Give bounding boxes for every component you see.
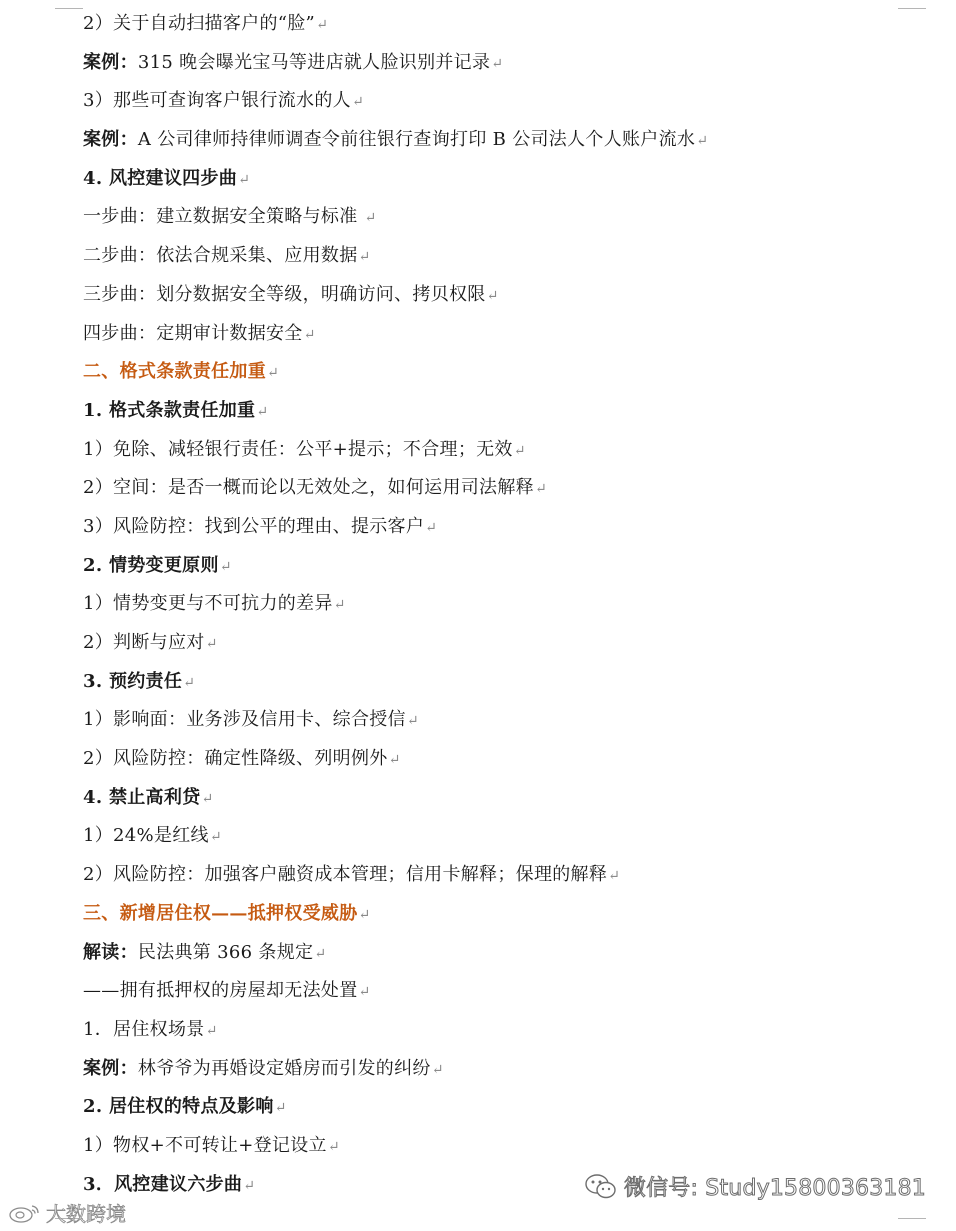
document-body [83, 5, 943, 1204]
paragraph-mark-icon: ↵ [358, 906, 371, 923]
subheading [83, 392, 943, 431]
paragraph-text: ——拥有抵押权的房屋却无法处置 [83, 980, 358, 1002]
paragraph-mark-icon: ↵ [274, 1100, 287, 1117]
paragraph-text: 三、新增居住权——抵押权受威胁 [83, 902, 358, 924]
paragraph [83, 508, 943, 547]
paragraph-text: A 公司律师持律师调查令前往银行查询打印 B 公司法人个人账户流水 [137, 129, 696, 151]
paragraph-mark-icon: ↵ [364, 210, 377, 227]
paragraph [83, 701, 943, 740]
paragraph-mark-icon: ↵ [267, 365, 280, 382]
paragraph-mark-icon: ↵ [238, 171, 251, 188]
paragraph-mark-icon: ↵ [314, 945, 327, 962]
paragraph [83, 431, 943, 470]
section-heading [83, 353, 943, 392]
page-corner-mark [898, 1218, 926, 1229]
paragraph [83, 315, 943, 354]
page-corner-mark [55, 0, 83, 9]
paragraph [83, 1011, 943, 1050]
subheading [83, 547, 943, 586]
weibo-icon [8, 1202, 42, 1224]
paragraph [83, 82, 943, 121]
paragraph-text: 2）风险防控：确定性降级、列明例外 [83, 748, 388, 770]
paragraph-text: 1）情势变更与不可抗力的差异 [83, 593, 333, 615]
paragraph-text: 2）判断与应对 [83, 632, 205, 653]
paragraph-mark-icon: ↵ [183, 674, 196, 691]
paragraph-lead: 案例： [83, 51, 138, 73]
paragraph-mark-icon: ↵ [205, 636, 218, 652]
paragraph-mark-icon: ↵ [358, 249, 371, 266]
weibo-watermark-text: 大数跨境 [46, 1202, 126, 1226]
subheading [83, 663, 943, 702]
paragraph-mark-icon: ↵ [351, 94, 364, 111]
paragraph-mark-icon: ↵ [209, 829, 222, 846]
paragraph [83, 237, 943, 276]
paragraph-mark-icon: ↵ [431, 1061, 444, 1078]
paragraph-text: 3）风险防控：找到公平的理由、提示客户 [83, 515, 425, 537]
paragraph-mark-icon: ↵ [513, 442, 526, 459]
paragraph-text: 1．居住权场景 [83, 1018, 205, 1040]
paragraph-mark-icon: ↵ [486, 287, 499, 304]
subheading [83, 779, 943, 818]
paragraph-mark-icon: ↵ [388, 752, 401, 769]
paragraph-mark-icon: ↵ [491, 55, 504, 72]
paragraph [83, 5, 943, 44]
paragraph-text: 1）免除、减轻银行责任：公平+提示；不合理；无效 [83, 438, 513, 460]
paragraph [83, 740, 943, 779]
section-heading [83, 895, 943, 934]
paragraph-text: 1）影响面：业务涉及信用卡、综合授信 [83, 709, 406, 731]
paragraph-mark-icon: ↵ [201, 790, 214, 807]
paragraph-text: 林爷爷为再婚设定婚房而引发的纠纷 [137, 1057, 431, 1079]
paragraph-lead: 案例： [83, 1057, 138, 1079]
paragraph-text: 2. 情势变更原则 [83, 554, 219, 576]
paragraph-text: 4. 禁止高利贷 [83, 786, 201, 808]
subheading [83, 1088, 943, 1127]
paragraph-mark-icon: ↵ [256, 403, 269, 420]
wechat-watermark [584, 1171, 926, 1202]
paragraph-text: 3）那些可查询客户银行流水的人 [83, 90, 351, 112]
paragraph [83, 972, 943, 1011]
paragraph [83, 276, 943, 315]
paragraph-text: 1）24%是红线 [83, 825, 209, 847]
paragraph-text: 3. 预约责任 [83, 670, 183, 692]
paragraph-mark-icon: ↵ [608, 868, 621, 885]
paragraph-mark-icon: ↵ [316, 17, 329, 33]
wechat-id-text: 微信号: Study15800363181 [623, 1176, 926, 1201]
paragraph [83, 817, 943, 856]
paragraph [83, 198, 943, 237]
paragraph [83, 934, 943, 973]
paragraph-mark-icon: ↵ [205, 1022, 218, 1039]
paragraph-lead: 解读： [83, 941, 138, 963]
wechat-icon [584, 1172, 618, 1202]
paragraph-text: 民法典第 366 条规定 [137, 941, 314, 963]
paragraph-mark-icon: ↵ [333, 597, 346, 614]
paragraph-text: 二步曲：依法合规采集、应用数据 [83, 245, 358, 267]
paragraph [83, 44, 943, 83]
paragraph-mark-icon: ↵ [696, 133, 709, 150]
paragraph-mark-icon: ↵ [358, 984, 371, 1001]
weibo-watermark [8, 1198, 126, 1227]
paragraph-text: 4. 风控建议四步曲 [83, 167, 238, 189]
paragraph-text: 2. 居住权的特点及影响 [83, 1096, 274, 1118]
paragraph-text: 三步曲：划分数据安全等级，明确访问、拷贝权限 [83, 283, 486, 305]
paragraph-text: 3．风控建议六步曲 [83, 1173, 243, 1195]
paragraph-text: 1）物权+不可转让+登记设立 [83, 1134, 327, 1156]
paragraph-mark-icon: ↵ [406, 713, 419, 730]
paragraph-mark-icon: ↵ [327, 1138, 340, 1155]
paragraph [83, 585, 943, 624]
paragraph-mark-icon: ↵ [243, 1177, 256, 1194]
paragraph [83, 856, 943, 895]
paragraph [83, 121, 943, 160]
paragraph-text: 2）风险防控：加强客户融资成本管理；信用卡解释；保理的解释 [83, 864, 608, 886]
paragraph-text: 2）关于自动扫描客户的“脸” [83, 13, 316, 34]
subheading [83, 160, 943, 199]
paragraph-text: 315 晚会曝光宝马等进店就人脸识别并记录 [137, 51, 491, 73]
paragraph-mark-icon: ↵ [425, 519, 438, 536]
paragraph [83, 1050, 943, 1089]
paragraph-text: 一步曲：建立数据安全策略与标准 [83, 206, 364, 228]
paragraph [83, 1127, 943, 1166]
paragraph-text: 二、格式条款责任加重 [83, 361, 266, 383]
paragraph-text: 2）空间：是否一概而论以无效处之，如何运用司法解释 [83, 477, 534, 499]
paragraph-text: 1. 格式条款责任加重 [83, 399, 256, 421]
paragraph-mark-icon: ↵ [219, 558, 232, 575]
paragraph-lead: 案例： [83, 129, 138, 151]
paragraph-mark-icon: ↵ [303, 326, 316, 343]
paragraph-mark-icon: ↵ [534, 481, 547, 498]
paragraph [83, 469, 943, 508]
paragraph-text: 四步曲：定期审计数据安全 [83, 322, 303, 344]
paragraph [83, 624, 943, 663]
